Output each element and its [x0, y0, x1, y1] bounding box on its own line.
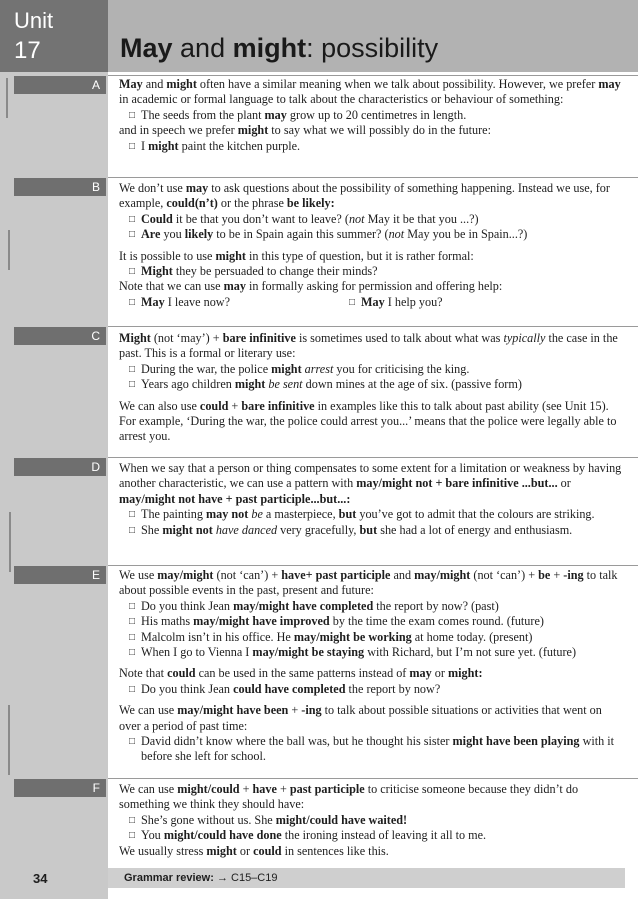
section-a-letter: A	[14, 76, 106, 94]
section-b-text: Note that we can use may in formally asking for permission and offering help:	[119, 279, 503, 294]
example: □ Do you think Jean could have completed the report by now?	[119, 682, 622, 697]
example: □ Malcolm isn’t in his office. He may/might be working at home today. (present)	[119, 630, 622, 645]
example: □ When I go to Vienna I may/might be staying with Richard, but I’m not sure yet. (future)	[119, 645, 622, 660]
example: □ His maths may/might have improved by the time the exam comes round. (future)	[119, 614, 622, 629]
section-b-text: We don’t use may to ask questions about the possibility of something happening. Instead we use, for example, could(n’t) or the phrase be likely:	[119, 181, 610, 211]
unit-number: 17	[14, 37, 41, 64]
section-d-rule	[108, 457, 638, 458]
decorative-bar	[9, 512, 11, 572]
section-f-text: We can use might/could + have + past participle to criticise someone because they didn’t do something we think they should have:	[119, 782, 579, 812]
example: □ I might paint the kitchen purple.	[119, 139, 622, 154]
section-c-text: Might (not ‘may’) + bare infinitive is sometimes used to talk about what was typically the case in the past. This is a formal or literary use:	[119, 331, 618, 361]
section-b-letter: B	[14, 178, 106, 196]
section-f-rule	[108, 778, 638, 779]
section-e-rule	[108, 565, 638, 566]
example: □ Might they be persuaded to change their minds?	[119, 264, 622, 279]
example: □ The seeds from the plant may grow up to 20 centimetres in length.	[119, 108, 622, 123]
section-e-text: Note that could can be used in the same patterns instead of may or might:	[119, 666, 483, 681]
section-a-text: May and might often have a similar meaning when we talk about possibility. However, we prefer may in academic or formal language to talk about the characteristics or behaviour of something:	[119, 77, 621, 107]
section-a-rule	[108, 75, 638, 76]
decorative-bar	[6, 78, 8, 118]
example: □ Years ago children might be sent down mines at the age of six. (passive form)	[119, 377, 622, 392]
section-b-body	[119, 181, 622, 310]
example: □ David didn’t know where the ball was, but he thought his sister might have been playing with it before she left for school.	[119, 734, 622, 765]
section-c-body	[119, 331, 622, 445]
grammar-review-link[interactable]: Grammar review: → C15–C19	[108, 868, 625, 888]
section-f-body	[119, 782, 622, 859]
unit-box	[0, 0, 108, 72]
example: □ She’s gone without us. She might/could have waited!	[119, 813, 622, 828]
example: □ She might not have danced very gracefully, but she had a lot of energy and enthusiasm.	[119, 523, 622, 538]
section-e-body	[119, 568, 622, 765]
page-number: 34	[33, 871, 48, 886]
example: □ Could it be that you don’t want to leave? (not May it be that you ...?)	[119, 212, 622, 227]
example: □ You might/could have done the ironing instead of leaving it all to me.	[119, 828, 622, 843]
sidebar	[0, 0, 108, 899]
section-e-text: We can use may/might have been + -ing to talk about possible situations or activities that went on over a period of past time:	[119, 703, 602, 733]
section-d-letter: D	[14, 458, 106, 476]
section-d-text: When we say that a person or thing compensates to some extent for a limitation or weakness by having another characteristic, we can use a pattern with may/might not + bare infinitive ...but... or may/might not have + past participle...but...:	[119, 461, 622, 506]
section-e-letter: E	[14, 566, 106, 584]
example-pair: □ May I leave now? □ May I help you?	[119, 295, 622, 310]
section-e-text: We use may/might (not ‘can’) + have+ past participle and may/might (not ‘can’) + be + -ing to talk about possible events in the past, present and future:	[119, 568, 618, 598]
example: □ Are you likely to be in Spain again this summer? (not May you be in Spain...?)	[119, 227, 622, 242]
example: □ During the war, the police might arrest you for criticising the king.	[119, 362, 622, 377]
decorative-bar	[8, 230, 10, 270]
section-c-letter: C	[14, 327, 106, 345]
section-c-text: We can also use could + bare infinitive in examples like this to talk about past ability (see Unit 15). For example, ‘During the war, the police could arrest you...’ means that the police were legally able to arrest you.	[119, 398, 617, 444]
section-a-text: and in speech we prefer might to say what we will possibly do in the future:	[119, 123, 491, 138]
decorative-bar	[8, 705, 10, 775]
section-b-rule	[108, 177, 638, 178]
example: □ Do you think Jean may/might have completed the report by now? (past)	[119, 599, 622, 614]
section-a-body	[119, 77, 622, 154]
section-f-text: We usually stress might or could in sentences like this.	[119, 843, 389, 858]
example: □ The painting may not be a masterpiece, but you’ve got to admit that the colours are striking.	[119, 507, 622, 522]
section-d-body	[119, 461, 622, 538]
section-c-rule	[108, 326, 638, 327]
section-b-text: It is possible to use might in this type of question, but it is rather formal:	[119, 248, 474, 263]
section-f-letter: F	[14, 779, 106, 797]
unit-label: Unit	[14, 8, 54, 33]
page-title: May and might: possibility	[120, 33, 439, 63]
